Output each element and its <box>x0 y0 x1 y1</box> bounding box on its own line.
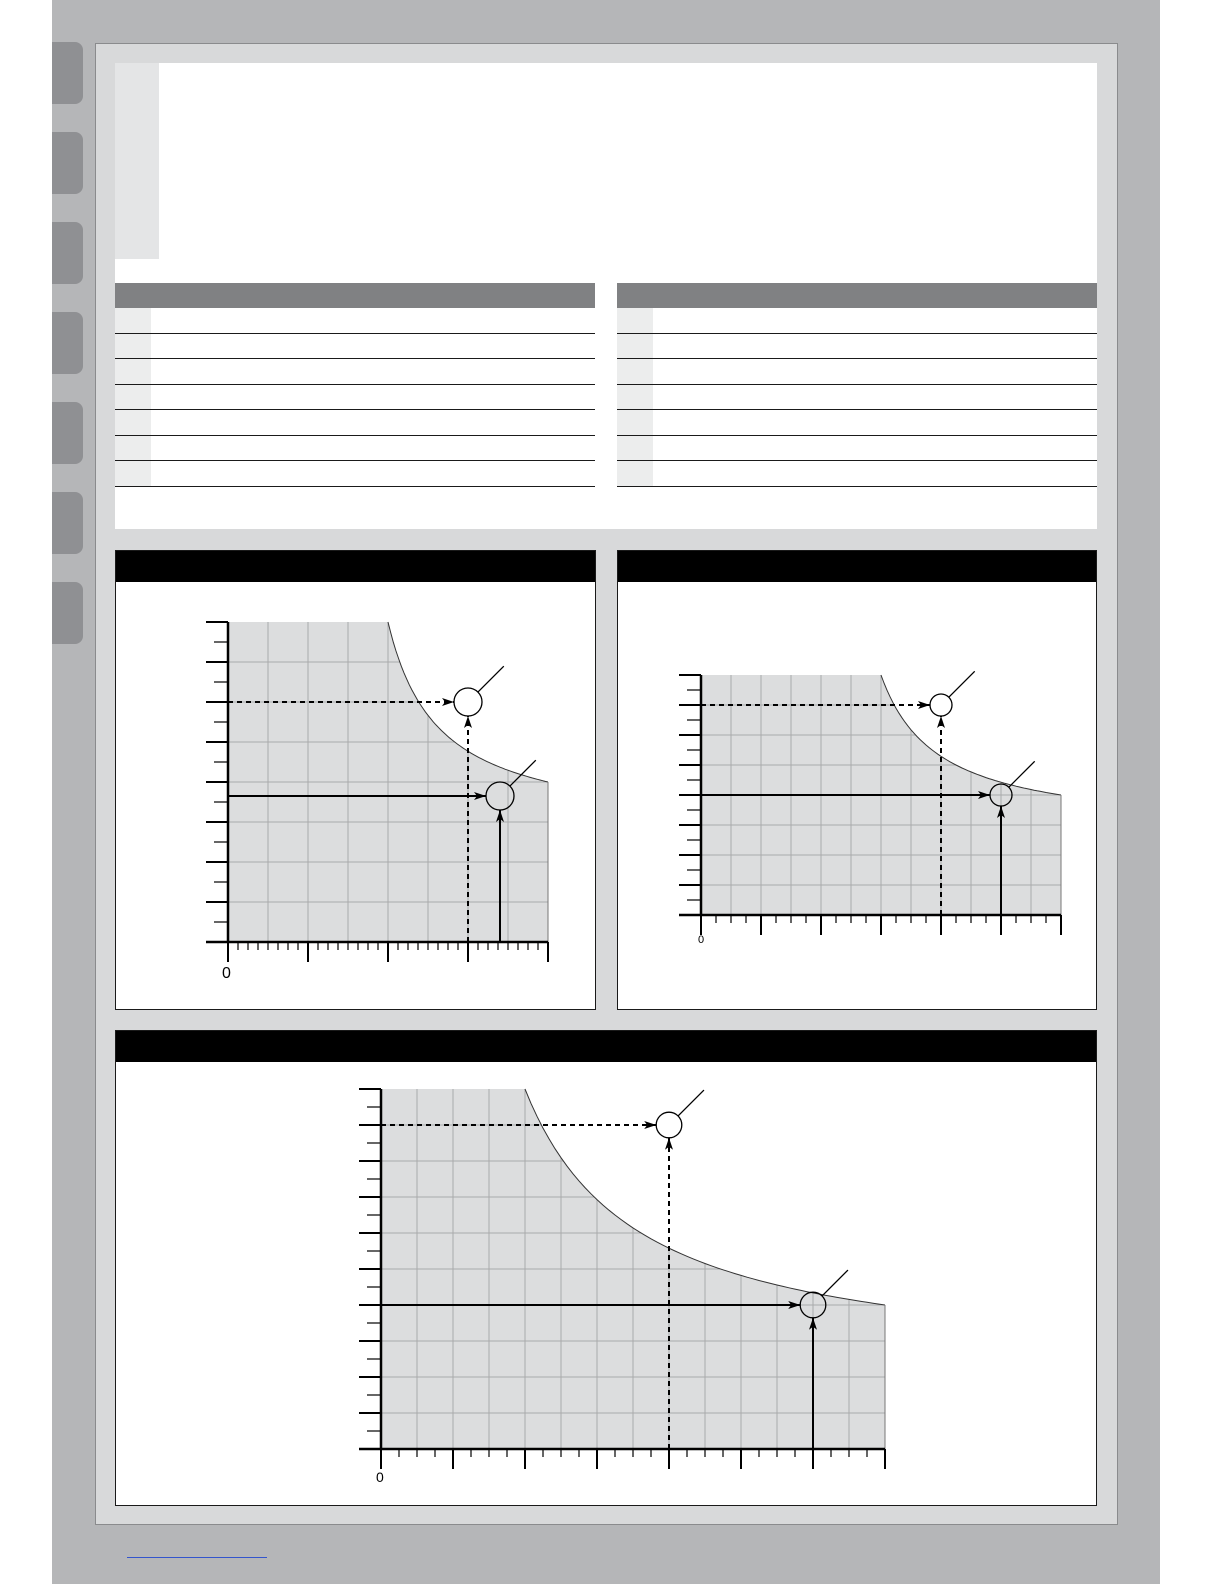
footer-link[interactable] <box>127 1557 267 1558</box>
chart-1-x-origin-label: 0 <box>222 965 231 982</box>
chart-3-point-1-leader <box>678 1090 704 1116</box>
chart-3-x-origin-label: 0 <box>376 1469 384 1485</box>
chart-2-point-1-leader <box>949 671 975 697</box>
chart-2-x-origin-label: 0 <box>698 934 705 946</box>
chart-1-point-1-leader <box>478 666 504 692</box>
chart-3-point-2-leader <box>822 1270 848 1296</box>
chart-2-point-2-leader <box>1009 761 1035 787</box>
